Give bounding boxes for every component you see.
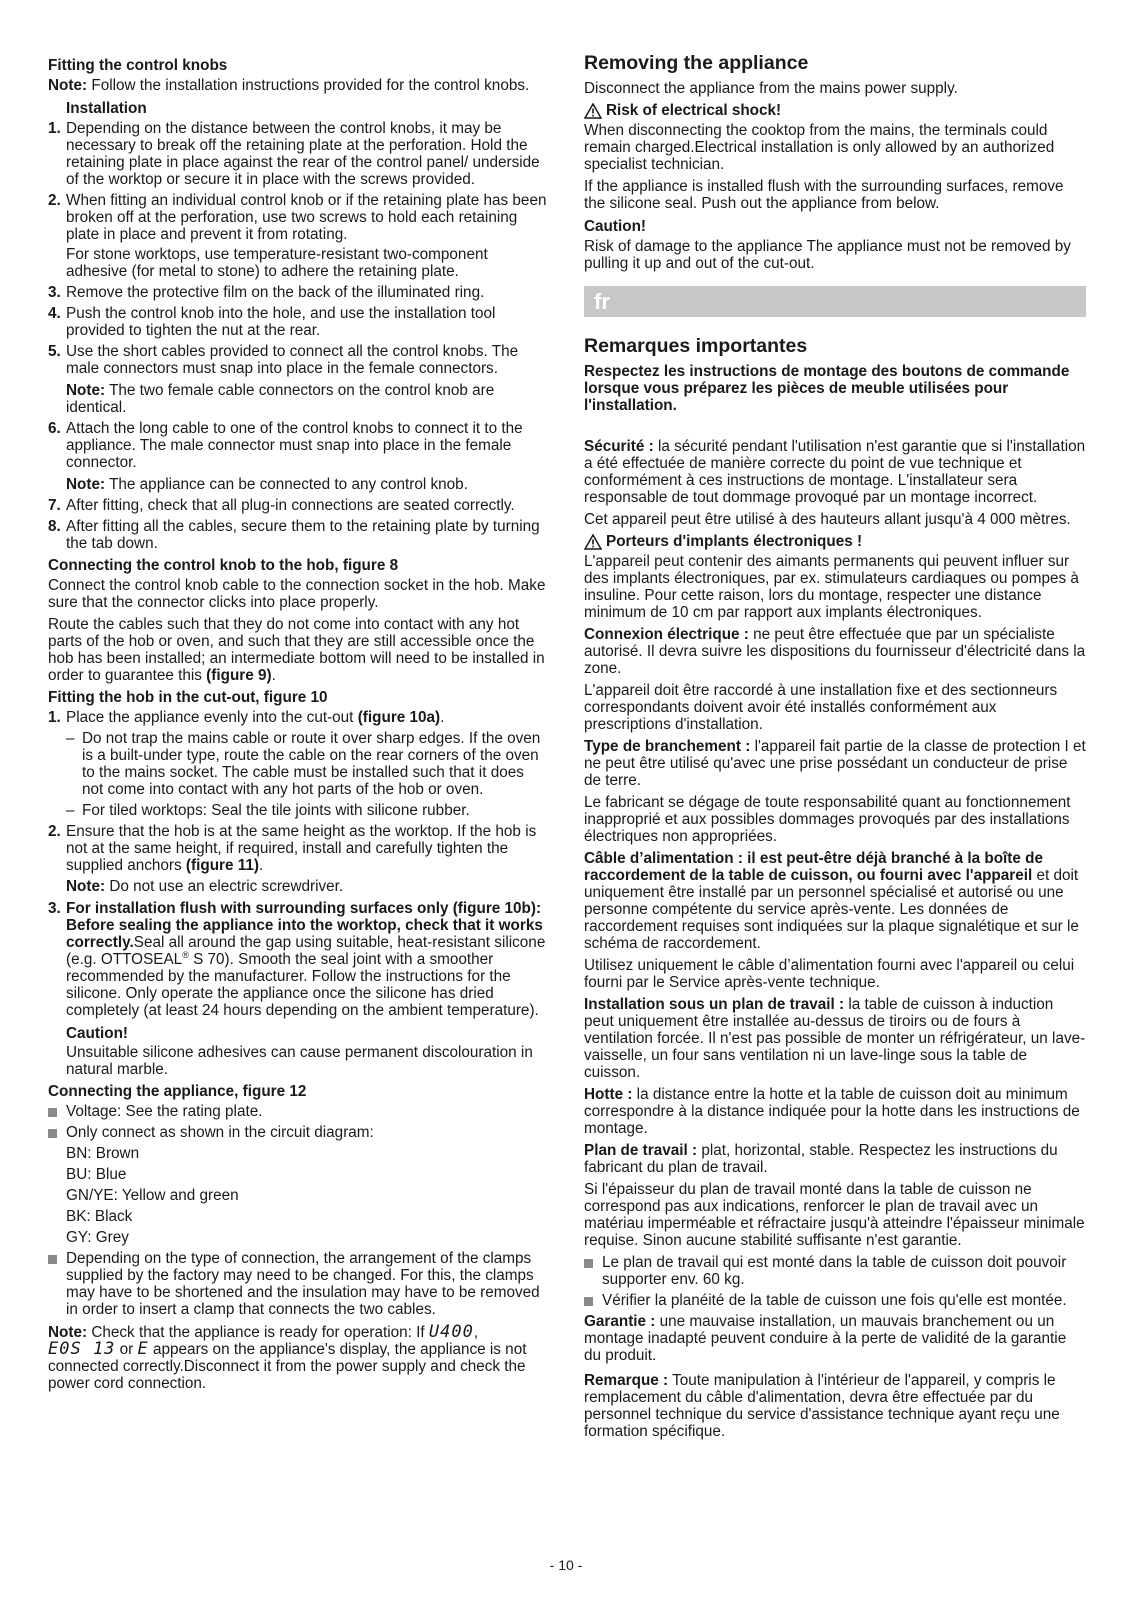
para-route-cables: Route the cables such that they do not come into contact with any hot parts of the hob or oven, and such that they are still accessible once the hob has been installed; an intermediate bottom will need to be installed in order to guarantee this (figure 9). [48, 616, 545, 684]
para-cable: Câble d’alimentation : il est peut-être déjà branché à la boîte de raccordement de la table de cuisson, ou fourni avec l'appareil et doit uniquement être installé par un personnel spécialisé et autorisé ou une personne compétente du service après-vente. Les données de raccordement requises sont indiquées sur la plaque signalétique et sur le schéma de raccordement. [584, 850, 1079, 952]
step-3: 3. Remove the protective film on the back of the illuminated ring. [48, 284, 485, 301]
intro-respectez: Respectez les instructions de montage des boutons de commande lorsque vous préparez les pièces de meuble utilisées pour l'installation. [584, 363, 1070, 414]
para-altitude: Cet appareil peut être utilisé à des hauteurs allant jusqu'à 4 000 mètres. [584, 511, 1071, 528]
para-connexion: Connexion électrique : ne peut être effectuée que par un spécialiste autorisé. Il devra suivre les dispositions du fournisseur d'électricité dans la zone. [584, 626, 1086, 677]
warning-triangle-icon [584, 103, 602, 119]
bullet-voltage: Voltage: See the rating plate. [48, 1103, 548, 1120]
note-screwdriver: Note: Do not use an electric screwdriver. [66, 878, 344, 895]
note-female-connectors: Note: The two female cable connectors on the control knob are identical. [66, 382, 495, 416]
title-remarques: Remarques importantes [584, 335, 808, 357]
para-remarque: Remarque : Toute manipulation à l'intérieur de l'appareil, y compris le remplacement du câble d'alimentation, devra être effectuée par du personnel technique du service d'assistance technique ayant reçu une formation spécifique. [584, 1372, 1060, 1440]
code-gy: GY: Grey [66, 1229, 129, 1246]
square-bullet-icon [584, 1259, 593, 1268]
title-removing: Removing the appliance [584, 52, 809, 74]
hob-step-2: 2. Ensure that the hob is at the same height as the worktop. If the hob is not at the same height, if required, install and carefully tighten the supplied anchors (figure 11). [48, 823, 537, 874]
display-code-u400: U400 [428, 1322, 474, 1342]
code-gnye: GN/YE: Yellow and green [66, 1187, 239, 1204]
bullet-60kg: Le plan de travail qui est monté dans la table de cuisson doit pouvoir supporter env. 60 kg. [584, 1254, 1086, 1288]
para-securite: Sécurité : la sécurité pendant l'utilisation n'est garantie que si l'installation a été effectuée de manière correcte du point de vue technique et conformément à ces instructions de montage. L'installateur sera responsable de tout dommage provoqué par un montage incorrect. [584, 438, 1086, 506]
step-4: 4. Push the control knob into the hole, and use the installation tool provided to tighten the nut at the rear. [48, 305, 496, 339]
bullet-planeite: Vérifier la planéité de la table de cuisson une fois qu'elle est montée. [584, 1292, 1086, 1309]
code-bn: BN: Brown [66, 1145, 140, 1162]
dash-mains-cable: – Do not trap the mains cable or route it over sharp edges. If the oven is a built-under type, route the cable on the rear corners of the oven to the mains socket. The cable must be installed such that it does not come into contact with any hot parts of the hob or oven. [66, 730, 541, 798]
caution-silicone-text: Unsuitable silicone adhesives can cause permanent discolouration in natural marble. [66, 1044, 533, 1078]
right-column [584, 52, 1086, 1445]
para-epaisseur: Si l'épaisseur du plan de travail monté dans la table de cuisson ne correspond pas aux indications, renforcer le plan de travail avec un matériau imperméable et réfractaire jusqu'à atteindre l'épaisseur minimale requise. Sinon aucune stabilité suffisante n'est garantie. [584, 1181, 1085, 1249]
heading-control-knobs: Fitting the control knobs [48, 57, 228, 74]
para-connect-cable: Connect the control knob cable to the connection socket in the hob. Make sure that the connector clicks into place properly. [48, 577, 546, 611]
warning-implants: Porteurs d'implants électroniques ! [584, 533, 1086, 550]
caution-silicone-label: Caution! [66, 1025, 129, 1042]
left-column [48, 52, 548, 1397]
display-code-eos13: E0S 13 [48, 1339, 116, 1359]
caution-label: Caution! [584, 218, 647, 235]
square-bullet-icon [584, 1297, 593, 1306]
para-risk-damage: Risk of damage to the appliance The appliance must not be removed by pulling it up and out of the cut-out. [584, 238, 1071, 272]
dash-tiled-worktops: – For tiled worktops: Seal the tile joints with silicone rubber. [66, 802, 470, 819]
warning-triangle-icon [584, 534, 602, 550]
code-bk: BK: Black [66, 1208, 133, 1225]
code-bu: BU: Blue [66, 1166, 127, 1183]
step-1: 1. Depending on the distance between the control knobs, it may be necessary to break off the retaining plate at the perforation. Hold the retaining plate in place against the rear of the control panel/ underside of the worktop or secure it in place with the screws provided. [48, 120, 540, 188]
square-bullet-icon [48, 1108, 57, 1117]
para-fabricant: Le fabricant se dégage de toute responsabilité quant au fonctionnement inapproprié et aux possibles dommages provoqués par des installations électriques non appropriées. [584, 794, 1071, 845]
step-2: 2. When fitting an individual control knob or if the retaining plate has been broken off at the perforation, use two screws to hold each retaining plate in place and prevent it from rotating. For stone worktops, use temperature-resistant two-component adhesive (for metal to stone) to adhere the retaining plate. [48, 192, 547, 280]
note-follow-instructions: Note: Follow the installation instructions provided for the control knobs. [48, 77, 530, 94]
step-8: 8. After fitting all the cables, secure them to the retaining plate by turning the tab down. [48, 518, 540, 552]
para-disconnect: Disconnect the appliance from the mains power supply. [584, 80, 958, 97]
bullet-circuit: Only connect as shown in the circuit diagram: [48, 1124, 548, 1141]
bullet-clamps: Depending on the type of connection, the arrangement of the clamps supplied by the factory may need to be changed. For this, the clamps may have to be shortened and the insulation may have to be removed in order to insert a clamp that connects the two cables. [48, 1250, 548, 1318]
note-any-knob: Note: The appliance can be connected to any control knob. [66, 476, 468, 493]
para-terminals: When disconnecting the cooktop from the mains, the terminals could remain charged.Electrical installation is only allowed by an authorized specialist technician. [584, 122, 1055, 173]
step-6: 6. Attach the long cable to one of the control knobs to connect it to the appliance. The male connector must snap into place in the female connector. Note: The appliance can be connected to any control knob. [48, 420, 548, 493]
para-implants: L'appareil peut contenir des aimants permanents qui peuvent influer sur des implants électroniques, par ex. stimulateurs cardiaques ou pompes à insuline. Pour cette raison, lors du montage, respecter une distance minimum de 10 cm par rapport aux implants électroniques. [584, 553, 1079, 621]
heading-fitting-hob: Fitting the hob in the cut-out, figure 10 [48, 689, 328, 706]
square-bullet-icon [48, 1129, 57, 1138]
para-installation-sous: Installation sous un plan de travail : la table de cuisson à induction peut uniquement être installée au-dessus de tiroirs ou de fours à ventilation forcée. Il n'est pas possible de monter un réfrigérateur, un lave-vaisselle, un four sans ventilation ni un lave-linge sous la table de cuisson. [584, 996, 1086, 1081]
para-installation-fixe: L'appareil doit être raccordé à une installation fixe et des sectionneurs correspondants doivent avoir été installés conformément aux prescriptions d'installation. [584, 682, 1058, 733]
subheading-installation: Installation [66, 100, 147, 117]
para-utilisez: Utilisez uniquement le câble d’alimentation fourni avec l'appareil ou celui fourni par le Service après-vente technique. [584, 957, 1075, 991]
stone-worktops-note: For stone worktops, use temperature-resistant two-component adhesive (for metal to stone) to adhere the retaining plate. [66, 246, 488, 280]
hob-step-3: 3. For installation flush with surrounding surfaces only (figure 10b): Before sealing the appliance into the worktop, check that it works correctly.Seal all around the gap using suitable, heat-resistant silicone (e.g. OTTOSEAL® S 70). Smooth the seal joint with a smoother recommended by the manufacturer. Follow the instructions for the silicone. Only operate the appliance once the silicone has dried completely (at least 24 hours depending on the ambient temperature). [48, 900, 546, 1019]
step-7: 7. After fitting, check that all plug-in connections are seated correctly. [48, 497, 515, 514]
para-type-branchement: Type de branchement : l'appareil fait partie de la classe de protection I et ne peut être utilisé qu'avec une prise possédant un conducteur de prise de terre. [584, 738, 1086, 789]
para-flush-remove: If the appliance is installed flush with the surrounding surfaces, remove the silicone seal. Push out the appliance from below. [584, 178, 1064, 212]
page-number: - 10 - [549, 1557, 583, 1573]
para-hotte: Hotte : la distance entre la hotte et la table de cuisson doit au minimum correspondre à la distance indiquée pour la hotte dans les instructions de montage. [584, 1086, 1080, 1137]
para-garantie: Garantie : une mauvaise installation, un mauvais branchement ou un montage inadapté peuvent conduire à la perte de validité de la garantie du produit. [584, 1313, 1067, 1364]
heading-connecting-knob: Connecting the control knob to the hob, figure 8 [48, 557, 399, 574]
note-ready-for-operation: Note: Check that the appliance is ready for operation: If U400, E0S 13 or E appears on the appliance's display, the appliance is not connected correctly.Disconnect it from the power supply and check the power cord connection. [48, 1322, 527, 1392]
square-bullet-icon [48, 1255, 57, 1264]
heading-connecting-appliance: Connecting the appliance, figure 12 [48, 1083, 307, 1100]
hob-step-1: 1. Place the appliance evenly into the cut-out (figure 10a). [48, 709, 445, 726]
para-plan: Plan de travail : plat, horizontal, stable. Respectez les instructions du fabricant du plan de travail. [584, 1142, 1058, 1176]
warning-electric-shock: Risk of electrical shock! [584, 102, 1086, 119]
installation-steps [48, 120, 548, 552]
language-band-fr: fr [584, 286, 1086, 317]
step-5: 5. Use the short cables provided to connect all the control knobs. The male connectors must snap into place in the female connectors. Note: The two female cable connectors on the control knob are identical. [48, 343, 548, 416]
display-code-e: E [137, 1339, 149, 1359]
